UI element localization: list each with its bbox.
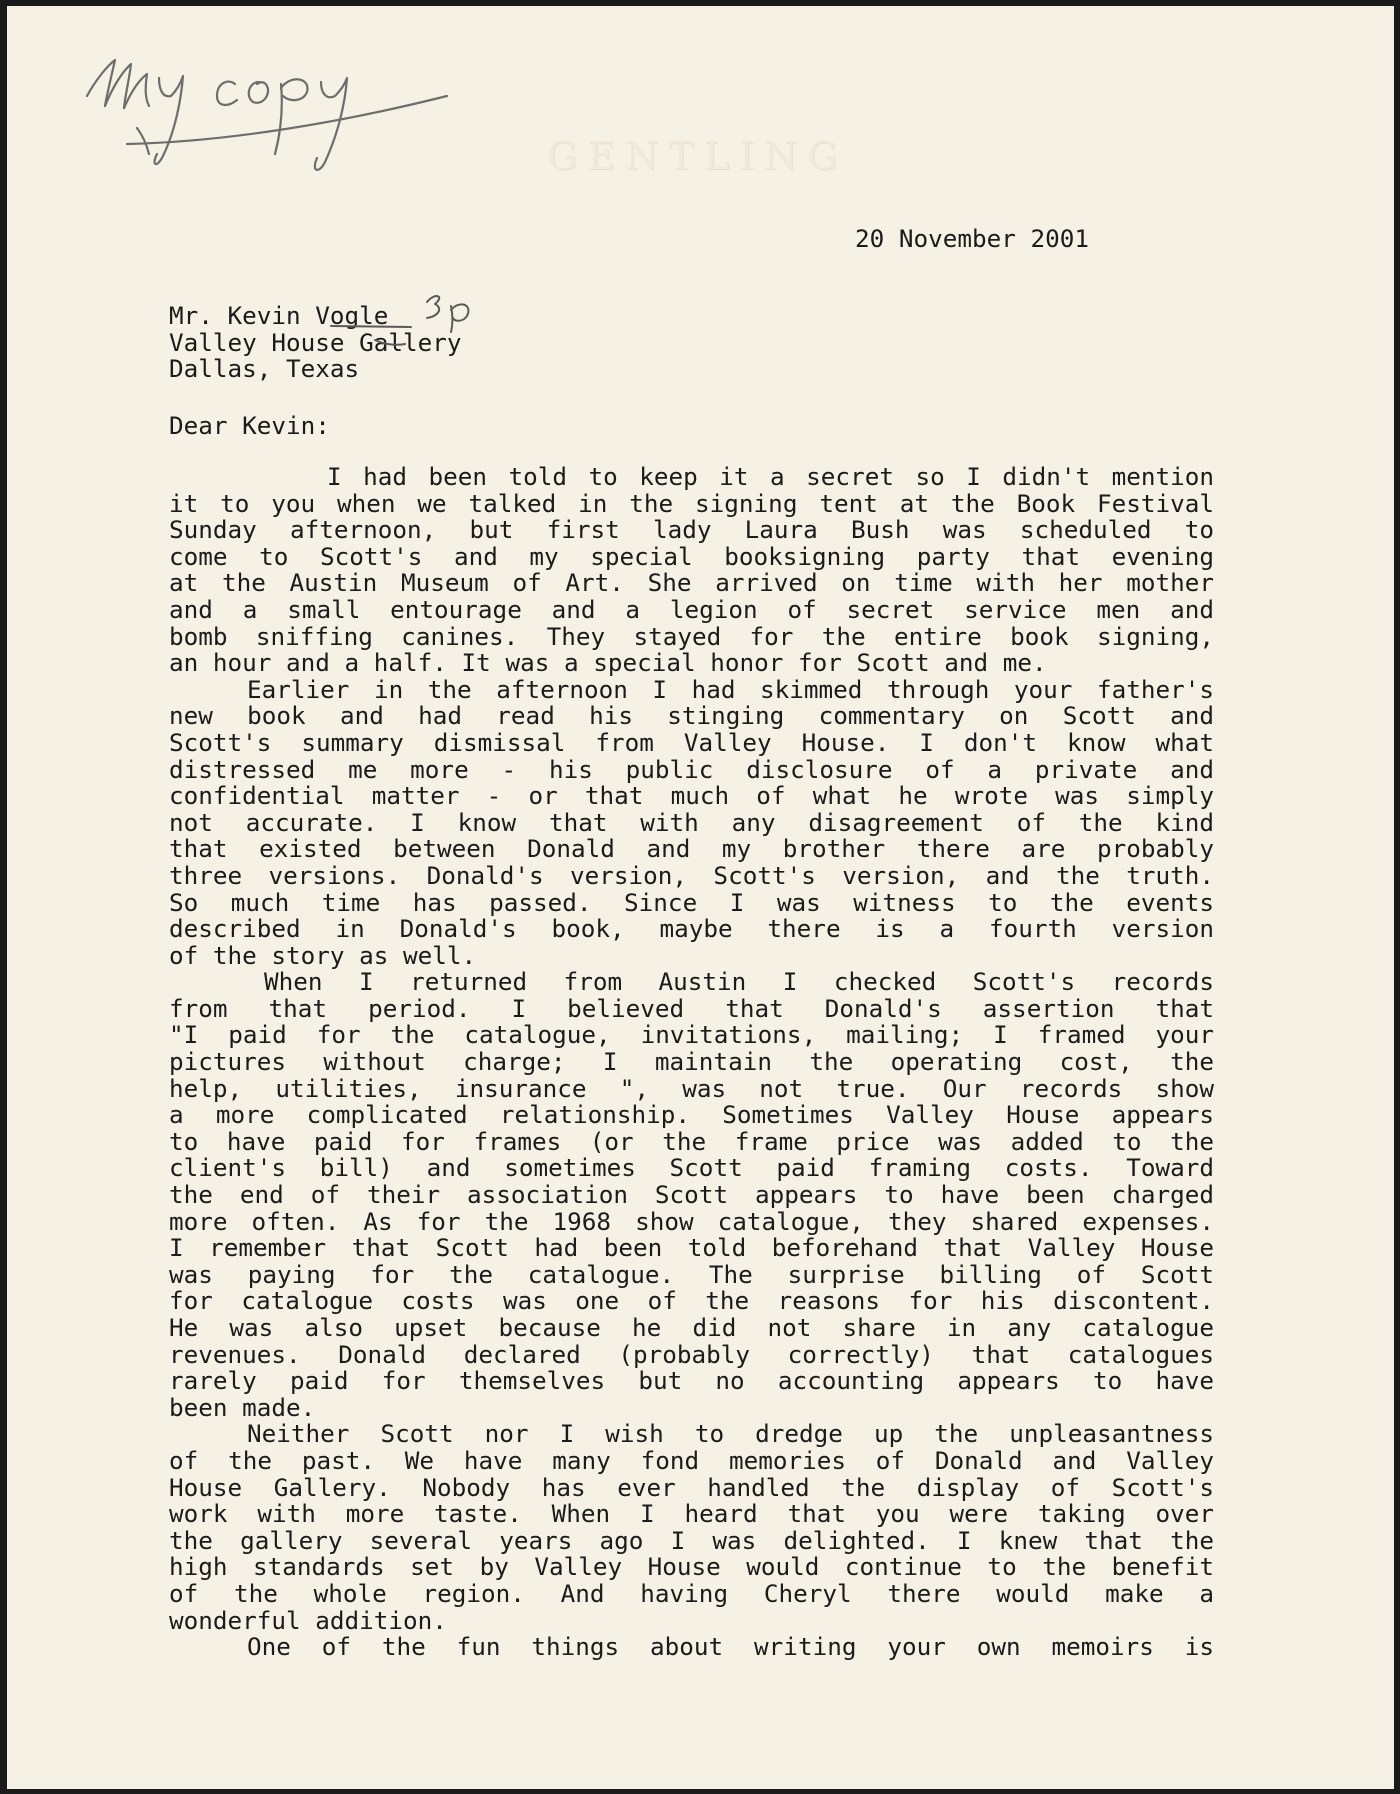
letter-line: wonderful addition. (169, 1605, 447, 1635)
letter-line: a more complicated relationship. Sometimes Valley House appears (169, 1100, 1214, 1130)
letter-line: confidential matter - or that much of what he wrote was simply (169, 781, 1214, 811)
handwritten-note (67, 26, 527, 176)
recipient-name: Mr. Kevin Vogle (169, 301, 389, 330)
letter-line: been made. (169, 1392, 316, 1422)
letter-line: Sunday afternoon, but first lady Laura Bush was scheduled to (169, 515, 1214, 545)
letter-line: He was also upset because he did not share in any catalogue (169, 1313, 1214, 1342)
recipient-city: Dallas, Texas (169, 354, 360, 384)
letter-line: help, utilities, insurance ", was not true. Our records show (169, 1073, 1214, 1103)
letter-line: not accurate. I know that with any disagreement of the kind (169, 807, 1214, 837)
letter-line: three versions. Donald's version, Scott's version, and the truth. (169, 860, 1214, 890)
letter-page (7, 6, 1394, 1789)
letter-date: 20 November 2001 (855, 224, 1090, 253)
letter-line: at the Austin Museum of Art. She arrived on time with her mother (169, 568, 1214, 598)
letter-line: revenues. Donald declared (probably correctly) that catalogues (169, 1339, 1214, 1369)
letter-line: of the story as well. (169, 940, 477, 970)
letter-line: and a small entourage and a legion of secret service men and (169, 594, 1214, 624)
letter-line: bomb sniffing canines. They stayed for the entire book signing, (169, 621, 1214, 651)
letter-line: to have paid for frames (or the frame price was added to the (169, 1126, 1214, 1156)
letter-line: So much time has passed. Since I was witness to the events (169, 887, 1214, 917)
letter-line: high standards set by Valley House would continue to the benefit (169, 1552, 1214, 1582)
letter-line: more often. As for the 1968 show catalogue, they shared expenses. (169, 1206, 1214, 1236)
letter-line: it to you when we talked in the signing tent at the Book Festival (169, 488, 1214, 518)
recipient-gallery: Valley House Gallery (169, 327, 462, 357)
letter-line: new book and had read his stinging commentary on Scott and (169, 701, 1214, 731)
letter-line: was paying for the catalogue. The surprise billing of Scott (169, 1259, 1214, 1289)
letter-line: I had been told to keep it a secret so I didn't mention (327, 462, 1214, 491)
letter-line: House Gallery. Nobody has ever handled the display of Scott's (169, 1472, 1214, 1502)
letter-line: for catalogue costs was one of the reasons for his discontent. (169, 1286, 1214, 1316)
letter-line: work with more taste. When I heard that you were taking over (169, 1499, 1214, 1529)
letter-line: One of the fun things about writing your own memoirs is (247, 1632, 1214, 1662)
letter-line: that existed between Donald and my brother there are probably (169, 834, 1214, 864)
letter-line: "I paid for the catalogue, invitations, mailing; I framed your (169, 1020, 1214, 1050)
salutation: Dear Kevin: (169, 411, 330, 440)
letter-line: from that period. I believed that Donald's assertion that (169, 993, 1214, 1023)
letter-line: come to Scott's and my special booksigning party that evening (169, 541, 1214, 571)
letter-line: Neither Scott nor I wish to dredge up the unpleasantness (247, 1419, 1214, 1449)
letter-line: rarely paid for themselves but no accounting appears to have (169, 1366, 1214, 1396)
letter-line: the gallery several years ago I was delighted. I knew that the (169, 1525, 1214, 1555)
letter-line: described in Donald's book, maybe there is a fourth version (169, 914, 1214, 944)
letter-body (169, 464, 1214, 1661)
letterhead-watermark: GENTLING (547, 134, 848, 178)
letter-line: of the past. We have many fond memories of Donald and Valley (169, 1445, 1214, 1475)
letter-line: client's bill) and sometimes Scott paid framing costs. Toward (169, 1153, 1214, 1183)
letter-line: the end of their association Scott appears to have been charged (169, 1180, 1214, 1210)
letter-line: distressed me more - his public disclosure of a private and (169, 754, 1214, 784)
letter-line: I remember that Scott had been told beforehand that Valley House (169, 1233, 1214, 1263)
letter-line: an hour and a half. It was a special honor for Scott and me. (169, 648, 1047, 678)
letter-line: Scott's summary dismissal from Valley House. I don't know what (169, 727, 1214, 757)
recipient-address (169, 303, 462, 383)
letter-line: When I returned from Austin I checked Scott's records (264, 967, 1214, 997)
letter-line: Earlier in the afternoon I had skimmed through your father's (247, 674, 1214, 704)
letter-line: pictures without charge; I maintain the operating cost, the (169, 1047, 1214, 1077)
letter-line: of the whole region. And having Cheryl there would make a (169, 1578, 1214, 1608)
